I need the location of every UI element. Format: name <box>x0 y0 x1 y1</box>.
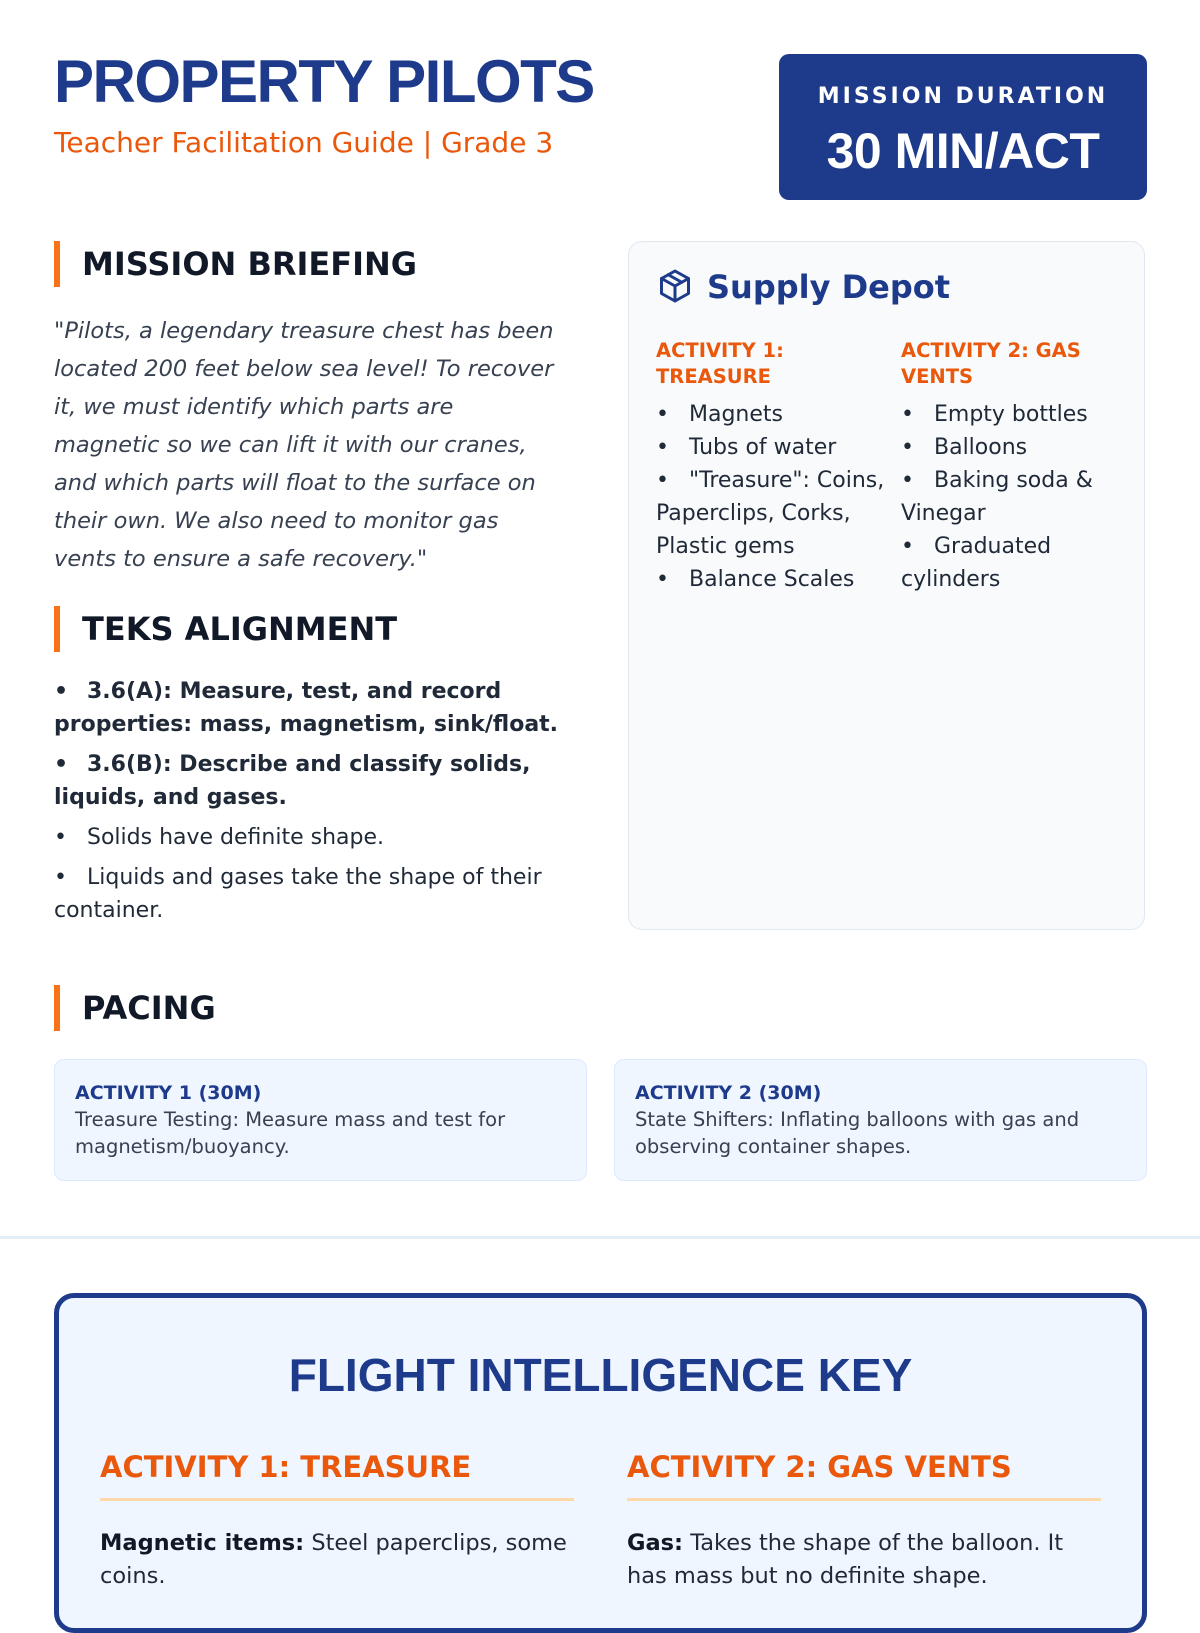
bullet-icon: • <box>54 825 67 850</box>
supply-depot-title: Supply Depot <box>657 268 950 306</box>
pacing-card-title: ACTIVITY 2 (30M) <box>635 1082 822 1104</box>
page-subtitle: Teacher Facilitation Guide | Grade 3 <box>54 126 554 159</box>
bullet-icon: • <box>656 402 669 427</box>
bullet-icon: • <box>656 567 669 592</box>
pacing-card-activity-2 <box>614 1059 1147 1181</box>
bullet-icon: • <box>656 468 669 493</box>
pacing-card-title: ACTIVITY 1 (30M) <box>75 1082 262 1104</box>
teks-item: • 3.6(A): Measure, test, and record properties: mass, magnetism, sink/float. <box>54 675 574 741</box>
key-activity-1-text: Magnetic items: Steel paperclips, some coins. <box>100 1530 567 1589</box>
supply-activity-1 <box>656 338 886 596</box>
teks-item: • Solids have definite shape. <box>54 821 574 854</box>
key-title: FLIGHT INTELLIGENCE KEY <box>288 1349 913 1401</box>
key-activity-2 <box>627 1450 1101 1593</box>
list-item: • Baking soda & Vinegar <box>901 464 1131 530</box>
page-title: PROPERTY PILOTS <box>54 48 594 115</box>
supply-activity-2-heading: ACTIVITY 2: GAS VENTS <box>901 339 1081 388</box>
mission-briefing-text: "Pilots, a legendary treasure chest has been located 200 feet below sea level! To recover it, we must identify which parts are magnetic so we can lift it with our cranes, and which parts will float to the surface on their own. We also need to monitor gas vents to ensure a safe recovery." <box>54 318 554 572</box>
list-item: • Balance Scales <box>656 563 886 596</box>
key-activity-2-heading: ACTIVITY 2: GAS VENTS <box>627 1450 1101 1501</box>
supply-activity-1-heading: ACTIVITY 1: TREASURE <box>656 339 784 388</box>
supply-activity-2-list <box>901 398 1131 596</box>
list-item: • Graduated cylinders <box>901 530 1131 596</box>
key-activity-1 <box>100 1450 574 1593</box>
package-icon <box>657 268 693 304</box>
supply-depot-card <box>628 241 1145 930</box>
bullet-icon: • <box>901 468 914 493</box>
teks-alignment-heading: TEKS ALIGNMENT <box>54 606 397 652</box>
bullet-icon: • <box>901 435 914 460</box>
key-activity-2-text: Gas: Takes the shape of the balloon. It has mass but no definite shape. <box>627 1530 1064 1589</box>
list-item: • "Treasure": Coins, Paperclips, Corks, Plastic gems <box>656 464 886 563</box>
mission-duration-label: MISSION DURATION <box>817 84 1109 109</box>
page-divider <box>0 1236 1200 1239</box>
list-item: • Balloons <box>901 431 1131 464</box>
supply-activity-2 <box>901 338 1131 596</box>
list-item: • Magnets <box>656 398 886 431</box>
pacing-heading: PACING <box>54 985 216 1031</box>
list-item: • Empty bottles <box>901 398 1131 431</box>
bullet-icon: • <box>54 865 67 890</box>
key-activity-1-heading: ACTIVITY 1: TREASURE <box>100 1450 574 1501</box>
flight-intelligence-key <box>54 1293 1147 1633</box>
mission-briefing-heading: MISSION BRIEFING <box>54 241 417 287</box>
pacing-card-activity-1 <box>54 1059 587 1181</box>
pacing-card-desc: State Shifters: Inflating balloons with gas and observing container shapes. <box>635 1108 1080 1158</box>
list-item: • Tubs of water <box>656 431 886 464</box>
teks-item: • 3.6(B): Describe and classify solids, liquids, and gases. <box>54 748 574 814</box>
bullet-icon: • <box>54 752 69 777</box>
bullet-icon: • <box>901 402 914 427</box>
bullet-icon: • <box>656 435 669 460</box>
teks-list <box>54 675 574 934</box>
bullet-icon: • <box>54 679 69 704</box>
pacing-card-desc: Treasure Testing: Measure mass and test for magnetism/buoyancy. <box>75 1108 506 1158</box>
mission-duration-badge <box>779 54 1147 200</box>
bullet-icon: • <box>901 534 914 559</box>
supply-activity-1-list <box>656 398 886 596</box>
teks-item: • Liquids and gases take the shape of their container. <box>54 861 574 927</box>
mission-duration-value: 30 MIN/ACT <box>826 123 1100 179</box>
